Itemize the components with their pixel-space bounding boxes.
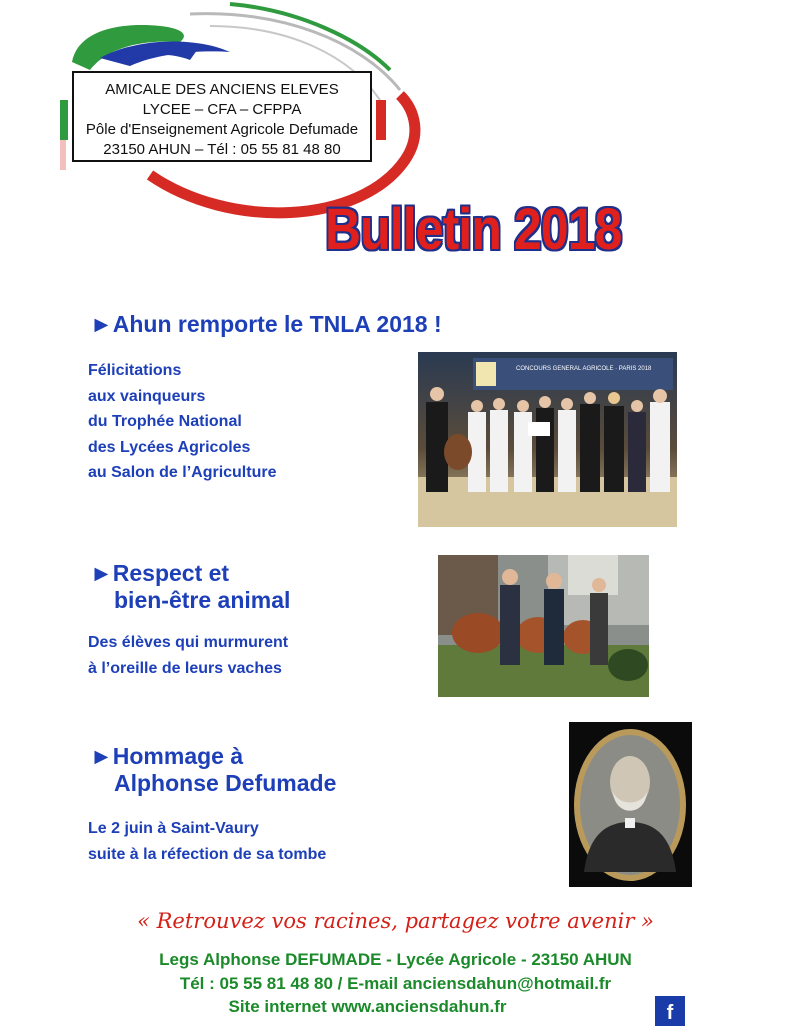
section-2-body-line-1: Des élèves qui murmurent <box>88 634 289 651</box>
page-title: Bulletin 2018 <box>325 197 622 262</box>
section-2-heading-line-2: bien-être animal <box>114 587 291 613</box>
section-2-body <box>88 630 288 681</box>
section-1-heading-line-1: ►Ahun remporte le TNLA 2018 ! <box>90 311 442 337</box>
photo-banner-text: CONCOURS GENERAL AGRICOLE · PARIS 2018 <box>516 366 652 372</box>
logo-line-2: LYCEE – CFA – CFPPA <box>142 101 302 118</box>
section-2-heading-line-1: ►Respect et <box>90 560 230 586</box>
section-1-body-line-5: au Salon de l’Agriculture <box>88 464 277 481</box>
logo-line-4: 23150 AHUN – Tél : 05 55 81 48 80 <box>103 141 341 158</box>
footer-website[interactable]: Site internet www.anciensdahun.fr <box>228 997 507 1016</box>
slogan: « Retrouvez vos racines, partagez votre avenir » <box>137 909 654 933</box>
section-2-heading <box>90 560 290 614</box>
footer-address: Legs Alphonse DEFUMADE - Lycée Agricole - 23150 AHUN <box>159 950 632 969</box>
portrait-illustration <box>569 722 692 887</box>
section-1-body-line-2: aux vainqueurs <box>88 387 206 405</box>
section-3-body-line-1: Le 2 juin à Saint-Vaury <box>88 820 259 837</box>
section-3-heading-line-1: ►Hommage à <box>90 743 244 769</box>
section-3-body <box>88 816 326 867</box>
photo-students-cows <box>438 555 649 697</box>
section-1-body-line-1: Félicitations <box>88 362 182 379</box>
section-3-body-line-2: suite à la réfection de sa tombe <box>88 845 327 863</box>
section-3-heading <box>90 743 336 797</box>
section-1-heading <box>90 311 442 338</box>
section-2-body-line-2: à l’oreille de leurs vaches <box>88 659 282 677</box>
photo-cows-illustration <box>438 555 649 697</box>
logo-line-1: AMICALE DES ANCIENS ELEVES <box>105 81 339 98</box>
section-1-body <box>88 358 276 486</box>
section-1-body-line-4: des Lycées Agricoles <box>88 438 251 456</box>
facebook-icon[interactable]: f <box>655 996 685 1026</box>
logo-text-box <box>72 71 372 162</box>
footer-contact[interactable]: Tél : 05 55 81 48 80 / E-mail anciensdahun@hotmail.fr <box>179 974 612 993</box>
portrait-alphonse-defumade <box>569 722 692 887</box>
section-3-heading-line-2: Alphonse Defumade <box>114 770 337 796</box>
photo-tnla-winners <box>418 352 677 527</box>
logo-line-3: Pôle d'Enseignement Agricole Defumade <box>85 121 359 138</box>
section-1-body-line-3: du Trophée National <box>88 413 242 430</box>
photo-tnla-illustration <box>418 352 677 527</box>
